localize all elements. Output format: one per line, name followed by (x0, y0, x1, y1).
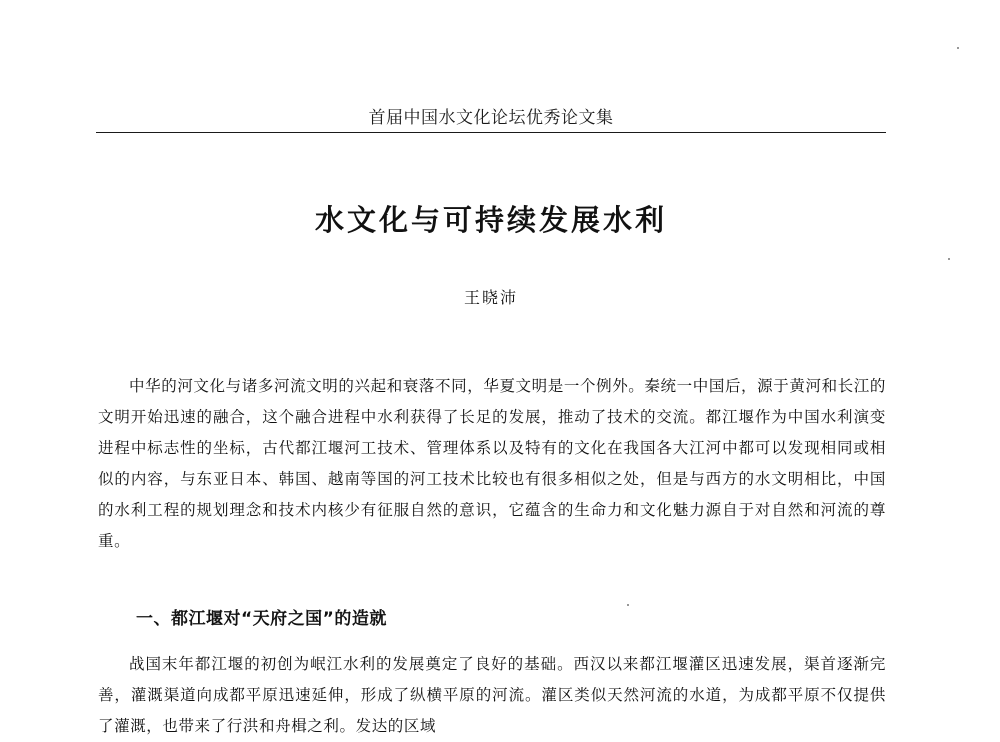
body-paragraph-2: 战国末年都江堰的初创为岷江水利的发展奠定了良好的基础。西汉以来都江堰灌区迅速发展，渠首逐渐完善，灌溉渠道向成都平原迅速延伸，形成了纵横平原的河流。灌区类似天然河流的水道，为成都平原不仅提供了灌溉，也带来了行洪和舟楫之利。发达的区域 (98, 655, 886, 735)
paper-title: 水文化与可持续发展水利 (314, 203, 667, 237)
running-header: 首届中国水文化论坛优秀论文集 (368, 108, 614, 128)
scan-speck (627, 604, 629, 606)
section-heading: 一、都江堰对“天府之国”的造就 (136, 609, 387, 629)
scan-speck (957, 47, 959, 49)
header-rule (96, 132, 886, 133)
author-name: 王晓沛 (463, 288, 518, 307)
scan-speck (948, 258, 950, 260)
body-paragraph-1: 中华的河文化与诸多河流文明的兴起和衰落不同，华夏文明是一个例外。秦统一中国后，源于黄河和长江的文明开始迅速的融合，这个融合进程中水利获得了长足的发展，推动了技术的交流。都江堰作为中国水利演变进程中标志性的坐标，古代都江堰河工技术、管理体系以及特有的文化在我国各大江河中都可以发现相同或相似的内容，与东亚日本、韩国、越南等国的河工技术比较也有很多相似之处，但是与西方的水文明相比，中国的水利工程的规划理念和技术内核少有征服自然的意识，它蕴含的生命力和文化魅力源自于对自然和河流的尊重。 (98, 377, 886, 550)
